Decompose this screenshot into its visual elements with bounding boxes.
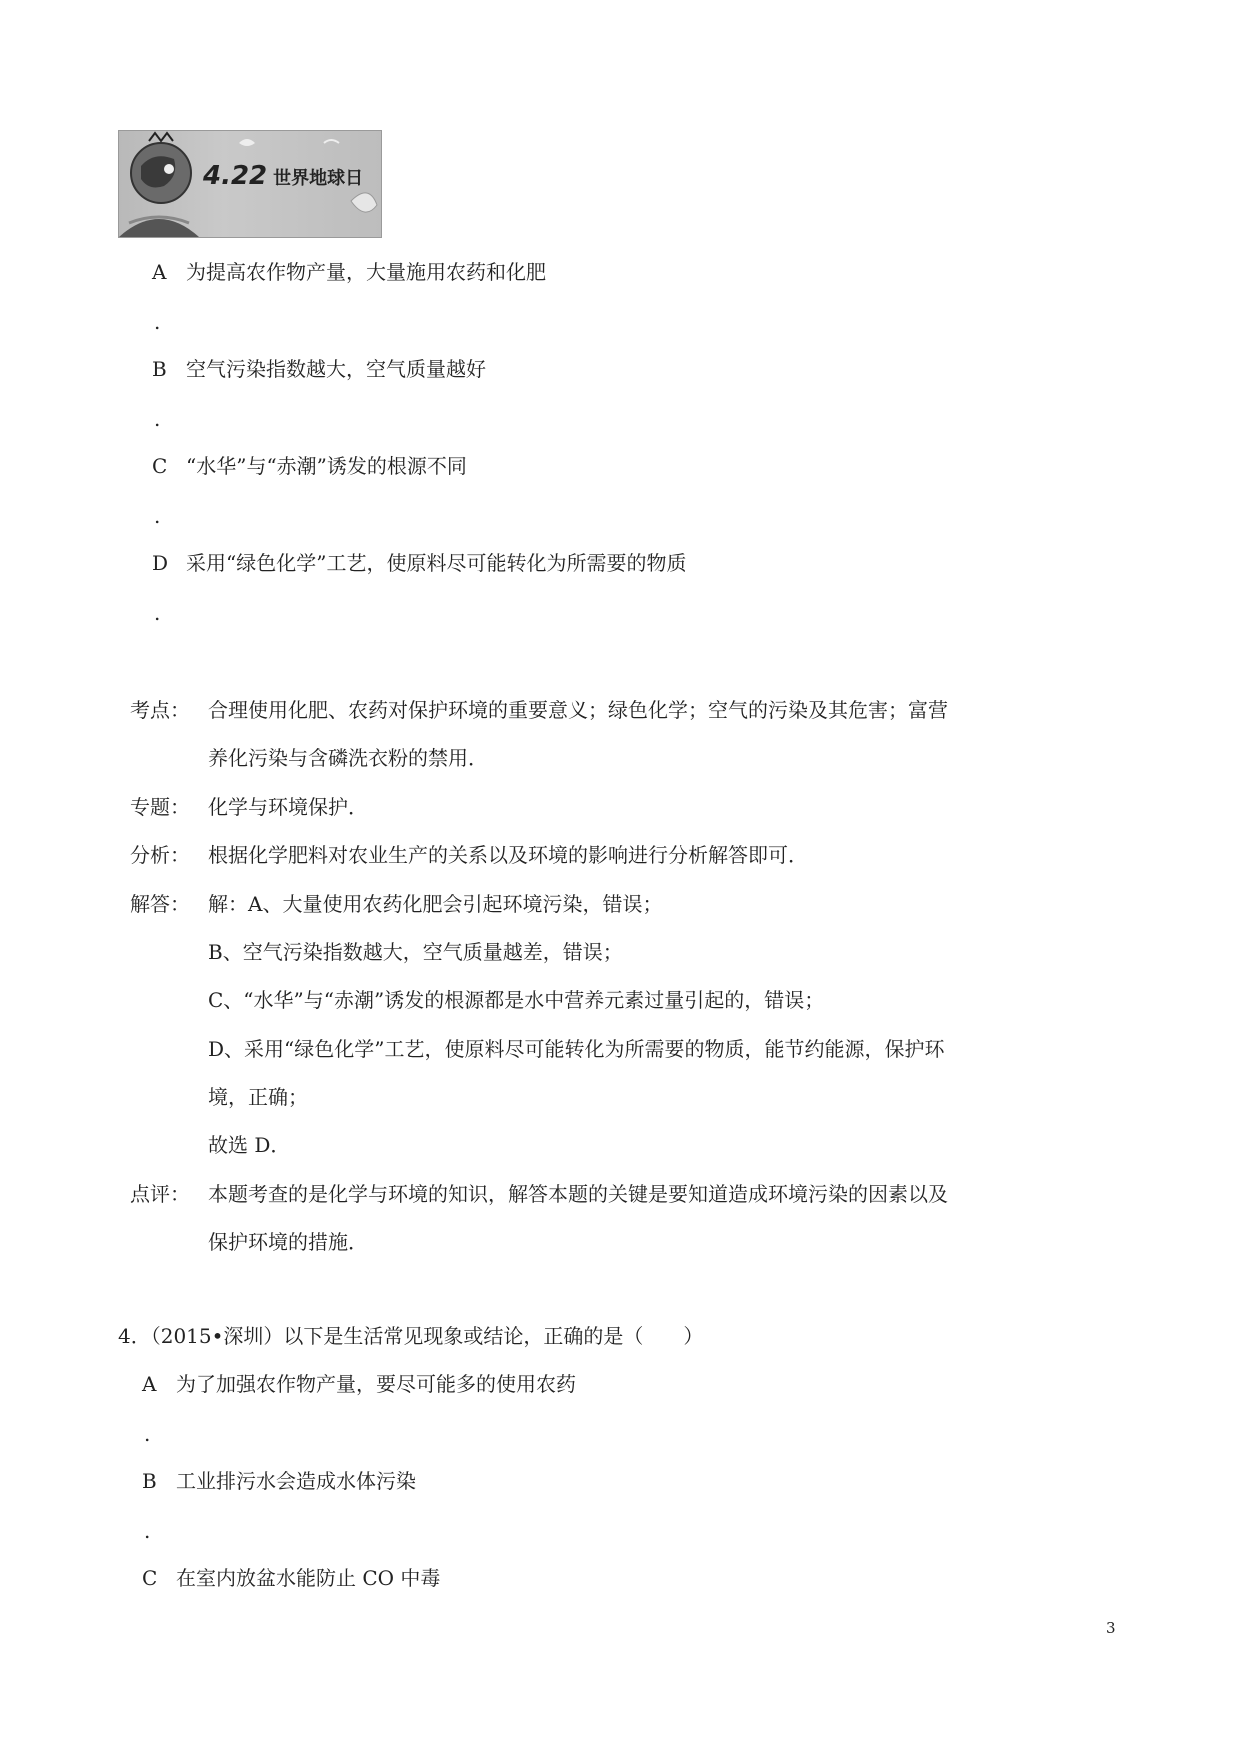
- q3-option-a-dot: .: [154, 310, 161, 334]
- zhuanti-text: 化学与环境保护．: [208, 795, 368, 819]
- page-number: 3: [1106, 1619, 1116, 1637]
- q4-option-a-dot: .: [144, 1422, 151, 1446]
- jieda-line: 解：A、大量使用农药化肥会引起环境污染，错误；: [208, 892, 663, 916]
- q3-option-b-dot: .: [154, 407, 161, 431]
- jieda-line: C、“水华”与“赤潮”诱发的根源都是水中营养元素过量引起的，错误；: [208, 988, 825, 1012]
- q3-option-a-letter: A: [152, 260, 167, 284]
- q3-option-d-dot: .: [154, 601, 161, 625]
- q4-option-b-dot: .: [144, 1519, 151, 1543]
- q4-option-b-text: 工业排污水会造成水体污染: [176, 1469, 416, 1493]
- jieda-label: 解答：: [130, 892, 190, 916]
- kaodian-label: 考点：: [130, 698, 190, 722]
- q3-option-c-letter: C: [152, 454, 168, 478]
- zhuanti-label: 专题：: [130, 795, 190, 819]
- q4-option-a-text: 为了加强农作物产量，要尽可能多的使用农药: [176, 1372, 576, 1396]
- dianping-text-line1: 本题考查的是化学与环境的知识，解答本题的关键是要知道造成环境污染的因素以及: [208, 1182, 948, 1206]
- dianping-text-line2: 保护环境的措施．: [208, 1230, 368, 1254]
- q3-option-b-letter: B: [152, 357, 167, 381]
- jieda-line: D、采用“绿色化学”工艺，使原料尽可能转化为所需要的物质，能节约能源，保护环: [208, 1037, 945, 1061]
- banner-label: 世界地球日: [273, 168, 364, 189]
- banner-caption: [203, 161, 363, 191]
- jieda-line: 境，正确；: [208, 1085, 308, 1109]
- q3-option-b-text: 空气污染指数越大，空气质量越好: [186, 357, 486, 381]
- q3-option-d-text: 采用“绿色化学”工艺，使原料尽可能转化为所需要的物质: [186, 551, 687, 575]
- dianping-label: 点评：: [130, 1182, 190, 1206]
- q4-option-b-letter: B: [142, 1469, 157, 1493]
- q3-option-d-letter: D: [152, 551, 169, 575]
- fenxi-text: 根据化学肥料对农业生产的关系以及环境的影响进行分析解答即可．: [208, 843, 808, 867]
- q3-option-c-dot: .: [154, 504, 161, 528]
- q4-stem: 4．（2015•深圳）以下是生活常见现象或结论，正确的是（ ）: [118, 1324, 704, 1348]
- jieda-line: 故选 D．: [208, 1133, 291, 1157]
- q3-option-a-text: 为提高农作物产量，大量施用农药和化肥: [186, 260, 546, 284]
- q3-option-c-text: “水华”与“赤潮”诱发的根源不同: [186, 454, 467, 478]
- earth-day-banner-image: [118, 130, 382, 238]
- fenxi-label: 分析：: [130, 843, 190, 867]
- banner-date: 4.22: [203, 161, 268, 191]
- kaodian-text-line2: 养化污染与含磷洗衣粉的禁用．: [208, 746, 488, 770]
- q4-option-a-letter: A: [142, 1372, 157, 1396]
- kaodian-text-line1: 合理使用化肥、农药对保护环境的重要意义；绿色化学；空气的污染及其危害；富营: [208, 698, 948, 722]
- jieda-line: B、空气污染指数越大，空气质量越差，错误；: [208, 940, 623, 964]
- q4-option-c-text: 在室内放盆水能防止 CO 中毒: [176, 1566, 441, 1590]
- q4-option-c-letter: C: [142, 1566, 158, 1590]
